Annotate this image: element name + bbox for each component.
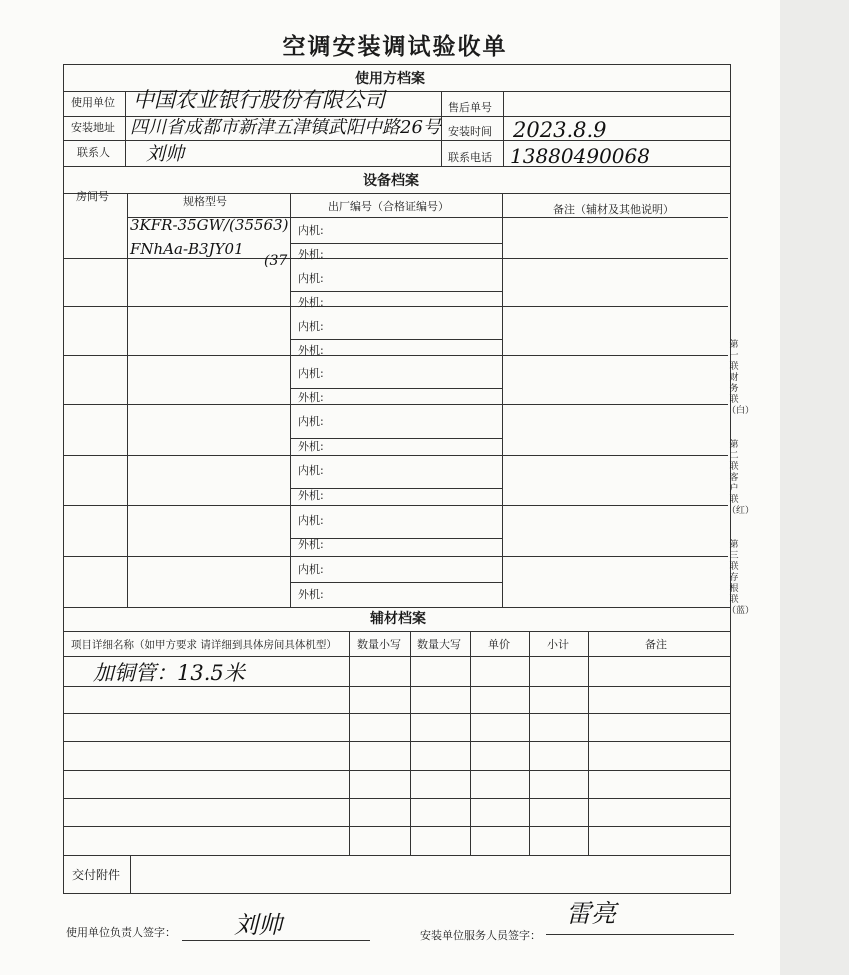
indoor-unit-label: 内机: [298,272,324,285]
rule [63,656,731,657]
copy-label-2: 第二联 客户联（红） [727,440,755,516]
model-value-suffix: (37 [264,253,288,269]
attachment-label: 交付附件 [72,868,121,882]
room-no-label: 房间号 [76,190,109,203]
rule [290,339,502,340]
rule [63,355,728,356]
indoor-unit-label: 内机: [298,563,324,576]
rule [63,770,731,771]
indoor-unit-label: 内机: [298,367,324,380]
rule [503,91,504,166]
rule [63,798,731,799]
rule [63,140,731,141]
material-remark-header: 备注 [645,638,667,651]
rule [63,193,731,194]
contact-label: 联系人 [77,146,110,159]
rule [63,306,728,307]
model-value-line2: FNhAa-B3JY01 [130,240,244,258]
rule [290,243,502,244]
rule [441,91,442,166]
equipment-section-header: 设备档案 [363,173,419,189]
rule [290,291,502,292]
address-value: 四川省成都市新津五津镇武阳中路26号 [130,117,441,138]
rule [529,631,530,855]
install-time-label: 安装时间 [448,125,492,138]
remark-label: 备注（辅材及其他说明） [553,203,674,216]
outdoor-unit-label: 外机: [298,391,324,404]
outdoor-unit-label: 外机: [298,296,324,309]
user-section-header: 使用方档案 [355,71,425,87]
rule [290,438,502,439]
rule [63,404,728,405]
phone-value: 13880490068 [510,144,650,168]
qty-upper-header: 数量大写 [417,638,461,651]
copy-label-1: 第一联 财务联（白） [727,340,755,416]
install-time-value: 2023.8.9 [513,118,607,142]
rule [63,741,731,742]
unit-price-header: 单价 [488,638,510,651]
qty-lower-header: 数量小写 [357,638,401,651]
installer-signature-label: 安装单位服务人员签字： [420,929,541,942]
rule [63,855,731,856]
model-value-line1: 3KFR-35GW/(35563) [130,216,289,234]
rule [63,607,731,608]
copy-label-3: 第三联 存根联（蓝） [727,540,755,616]
installer-signature: 雷亮 [566,899,617,928]
material-row-1: 加铜管：13.5米 [93,661,245,685]
rule [63,686,731,687]
rule [125,91,126,166]
outdoor-unit-label: 外机: [298,440,324,453]
item-name-header: 项目详细名称（如甲方要求 请详细到具体房间具体机型） [71,639,337,651]
phone-label: 联系电话 [448,151,492,164]
rule [127,193,128,607]
address-label: 安装地址 [71,121,115,134]
unit-value: 中国农业银行股份有限公司 [133,88,385,112]
user-signature: 刘帅 [234,911,282,939]
rule [63,505,728,506]
signature-line [546,934,734,935]
outdoor-unit-label: 外机: [298,489,324,502]
rule [63,631,731,632]
outdoor-unit-label: 外机: [298,538,324,551]
indoor-unit-label: 内机: [298,514,324,527]
service-no-label: 售后单号 [448,101,492,114]
serial-label: 出厂编号（合格证编号） [328,200,449,213]
materials-section-header: 辅材档案 [370,611,426,627]
indoor-unit-label: 内机: [298,224,324,237]
rule [470,631,471,855]
model-label: 规格型号 [183,195,227,208]
user-signature-label: 使用单位负责人签字： [66,926,176,939]
outdoor-unit-label: 外机: [298,588,324,601]
rule [63,455,728,456]
outdoor-unit-label: 外机: [298,248,324,261]
rule [290,582,502,583]
indoor-unit-label: 内机: [298,464,324,477]
rule [349,631,350,855]
signature-line [182,940,370,941]
subtotal-header: 小计 [547,638,569,651]
indoor-unit-label: 内机: [298,320,324,333]
rule [130,855,131,894]
rule [588,631,589,855]
outdoor-unit-label: 外机: [298,344,324,357]
rule [290,388,502,389]
rule [290,193,291,607]
rule [502,193,503,607]
rule [410,631,411,855]
scan-edge [780,0,849,975]
form-title: 空调安装调试验收单 [282,34,508,60]
indoor-unit-label: 内机: [298,415,324,428]
rule [63,556,728,557]
unit-label: 使用单位 [71,96,115,109]
rule [63,713,731,714]
rule [63,826,731,827]
contact-value: 刘帅 [146,143,185,165]
